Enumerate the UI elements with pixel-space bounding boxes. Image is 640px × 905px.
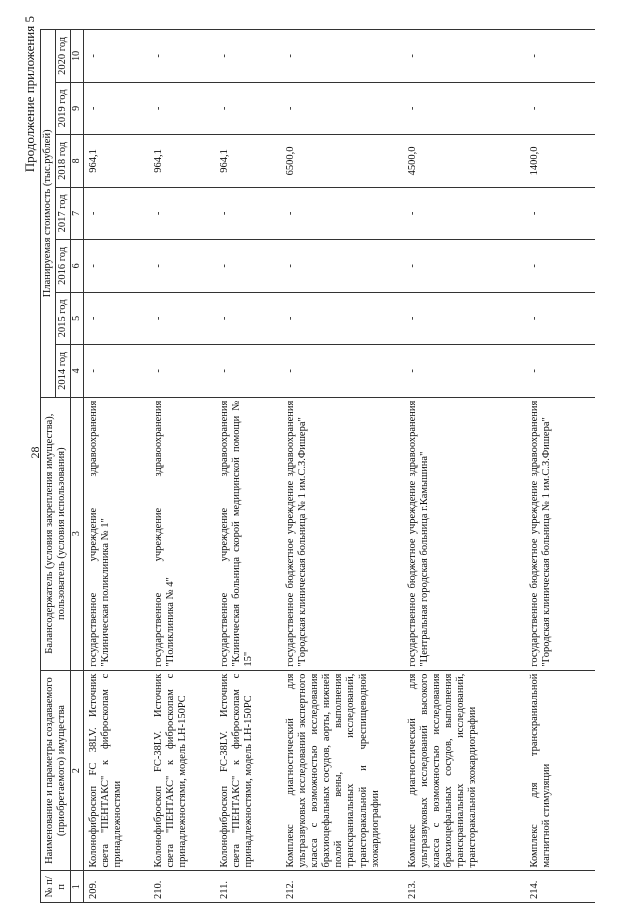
column-index: 7 [71,187,84,240]
column-index: 5 [71,292,84,345]
header-year: 2015 год [56,292,71,345]
item-name: Колонофиброскоп FC 38LV. Источник света "ПЕНТАКС" к фиброскопам с принадлежностями [83,670,149,871]
cost-2020: - [525,30,595,83]
header-holder: Балансодержатель (условия закрепления имущества), пользователь (условия использования) [41,397,71,670]
column-index: 6 [71,240,84,293]
column-index-row [71,30,84,903]
header-year: 2020 год [56,30,71,83]
cost-2015: - [403,292,525,345]
page-number: 28 [28,446,42,459]
table-row [149,30,215,903]
cost-2017: - [215,187,281,240]
cost-2019: - [525,82,595,135]
balance-holder: государственное учреждение здравоохранения "Поликлиника № 4" [149,397,215,670]
table-row [281,30,403,903]
cost-2014: - [149,345,215,398]
cost-2019: - [149,82,215,135]
balance-holder: государственное бюджетное учреждение здравоохранения "Городская клиническая больница № 1 им.С.З.Фишера" [525,397,595,670]
balance-holder: государственное учреждение здравоохранения "Клиническая больница скорой медицинской помощи № 15" [215,397,281,670]
header-year: 2014 год [56,345,71,398]
column-index: 8 [71,135,84,188]
cost-2020: - [83,30,149,83]
item-name: Колонофиброскоп FC-38LV. Источник света "ПЕНТАКС" к фиброскопам с принадлежностями, модель LH-150PC [149,670,215,871]
cost-2016: - [525,240,595,293]
property-table [40,29,595,903]
cost-2015: - [149,292,215,345]
cost-2019: - [83,82,149,135]
row-number: 210. [149,871,215,903]
cost-2016: - [215,240,281,293]
cost-2014: - [83,345,149,398]
column-index: 1 [71,871,84,903]
table-row [83,30,149,903]
cost-2017: - [149,187,215,240]
cost-2020: - [215,30,281,83]
column-index: 2 [71,670,84,871]
header-row-1 [41,30,56,903]
cost-2015: - [525,292,595,345]
cost-2019: - [281,82,403,135]
header-name: Наименование и параметры создаваемого (приобретаемого) имущества [41,670,71,871]
balance-holder: государственное бюджетное учреждение здравоохранения "Центральная городская больница г.Камышина" [403,397,525,670]
row-number: 214. [525,871,595,903]
cost-2018: 964,1 [149,135,215,188]
cost-2019: - [403,82,525,135]
cost-2019: - [215,82,281,135]
cost-2018: 4500,0 [403,135,525,188]
cost-2018: 6500,0 [281,135,403,188]
row-number: 212. [281,871,403,903]
column-index: 9 [71,82,84,135]
item-name: Комплекс диагностический для ультразвуковых исследований высокого класса с возможностью исследования брахиоцефальных сосудов, выполнения транскраниальных исследований, трансторакальной эхокардиографии [403,670,525,871]
table-row [403,30,525,903]
item-name: Комплекс для транскраниальной магнитной стимуляции [525,670,595,871]
balance-holder: государственное бюджетное учреждение здравоохранения "Городская клиническая больница № 1 им.С.З.Фишера" [281,397,403,670]
column-index: 3 [71,397,84,670]
cost-2015: - [215,292,281,345]
cost-2017: - [83,187,149,240]
cost-2016: - [281,240,403,293]
cost-2020: - [403,30,525,83]
cost-2014: - [281,345,403,398]
row-number: 211. [215,871,281,903]
cost-2015: - [83,292,149,345]
cost-2014: - [215,345,281,398]
cost-2016: - [149,240,215,293]
row-number: 213. [403,871,525,903]
cost-2014: - [525,345,595,398]
continuation-title: Продолжение приложения 5 [22,16,37,173]
table-row [525,30,595,903]
cost-2017: - [525,187,595,240]
cost-2018: 964,1 [83,135,149,188]
header-num: № п/п [41,871,71,903]
cost-2020: - [149,30,215,83]
cost-2016: - [83,240,149,293]
table-row [215,30,281,903]
cost-2017: - [403,187,525,240]
cost-2014: - [403,345,525,398]
header-year: 2016 год [56,240,71,293]
header-cost-group: Планируемая стоимость (тыс.рублей) [41,30,56,398]
column-index: 4 [71,345,84,398]
header-year: 2018 год [56,135,71,188]
column-index: 10 [71,30,84,83]
cost-2020: - [281,30,403,83]
cost-2016: - [403,240,525,293]
header-year: 2017 год [56,187,71,240]
header-year: 2019 год [56,82,71,135]
cost-2018: 964,1 [215,135,281,188]
row-number: 209. [83,871,149,903]
cost-2015: - [281,292,403,345]
item-name: Комплекс диагностический для ультразвуковых исследований экспертного класса с возможностью исследования брахиоцефальных сосудов, аорты, нижней полой вены, выполнения транскраниальных исследований, трансторакальной и чреспищеводной эхокардиографии [281,670,403,871]
item-name: Колонофиброскоп FC-38LV. Источник света "ПЕНТАКС" к фиброскопам с принадлежностями, модель LH-150PC [215,670,281,871]
balance-holder: государственное учреждение здравоохранения "Клиническая поликлиника № 1" [83,397,149,670]
cost-2017: - [281,187,403,240]
cost-2018: 1400,0 [525,135,595,188]
